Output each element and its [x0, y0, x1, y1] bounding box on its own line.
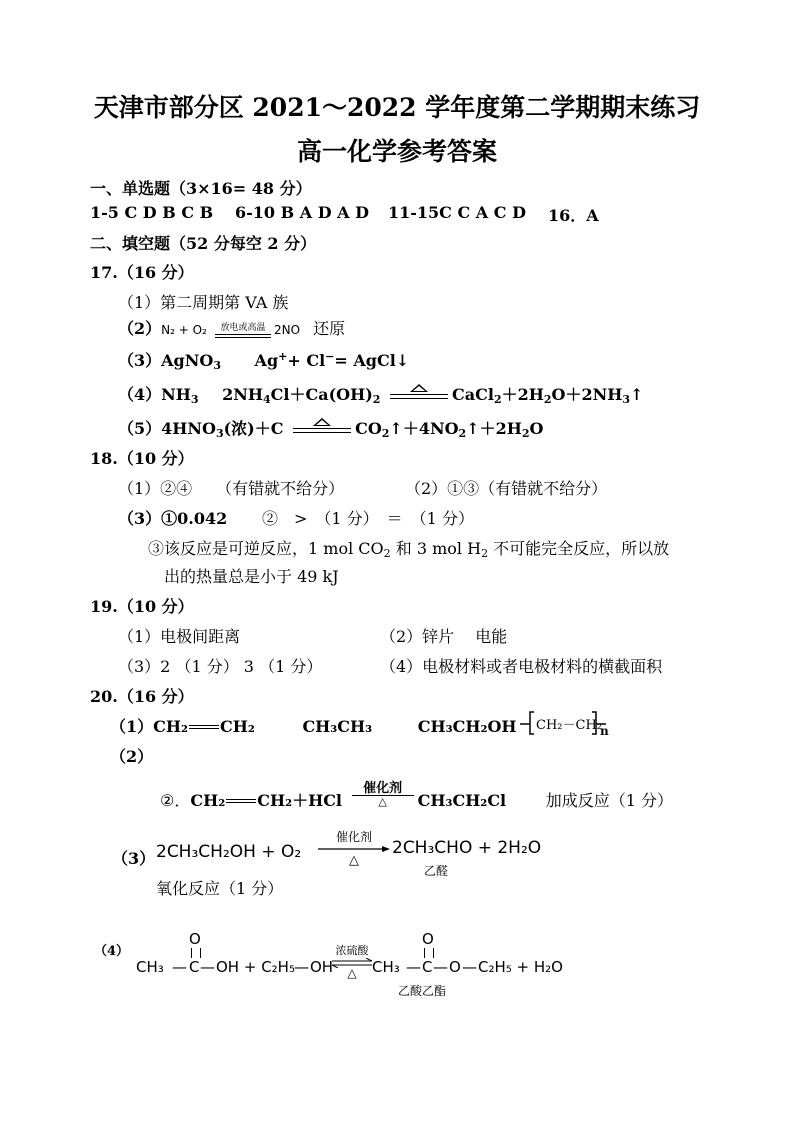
ethane: CH₃CH₃ — [302, 717, 373, 736]
q20-part4-reactant2: OH + C₂H₅ — [216, 958, 295, 976]
q17-part4 — [118, 382, 643, 406]
q17-part5 — [118, 416, 543, 440]
heat-equals-sign — [293, 418, 351, 433]
q18-part3-b: ② > （1 分） ＝ （1 分） — [262, 509, 474, 528]
q20-part3-index: （3） — [112, 849, 156, 868]
subscript: 4 — [263, 393, 271, 406]
double-bond-vertical — [424, 948, 434, 958]
double-bond — [189, 725, 219, 729]
q20-part4-heat: △ — [347, 966, 357, 980]
q17-part4-product3: O＋2NH — [551, 385, 623, 404]
superscript: − — [325, 350, 335, 363]
q20-part4-acetic-c: C — [189, 958, 200, 976]
answers-1-5: 1-5 C D B C B — [90, 203, 214, 222]
q17-part4-product: CaCl — [452, 385, 494, 404]
q20-part4-ester-o: O — [422, 930, 434, 948]
q20-part3-products: 2CH₃CHO + 2H₂O — [392, 838, 542, 858]
subscript: 2 — [481, 547, 489, 560]
polymer-unit: CH₂－CH₂ — [536, 718, 602, 733]
q20-part4-catalyst: 浓硫酸 — [335, 944, 369, 957]
polymer-n: n — [600, 724, 609, 738]
condition-equals-sign — [215, 322, 271, 338]
q20-part3-heat: △ — [349, 853, 359, 868]
q17-part5-product: CO — [355, 419, 382, 438]
q17-part5-product3: ↑＋2H — [466, 419, 522, 438]
answer-16: 16．A — [548, 206, 599, 225]
q20-part4-ester-ch3: CH₃ — [372, 958, 400, 976]
q18-heading: 18.（10 分） — [90, 449, 194, 468]
q17-part3-formula: AgNO — [161, 351, 214, 370]
heat-equals-sign — [390, 384, 448, 399]
q17-heading: 17.（16 分） — [90, 263, 194, 282]
q20-part2-index: （2） — [110, 747, 154, 766]
q19-part2: （2）锌片 电能 — [380, 627, 508, 646]
answers-11-15: 11-15C C A C D — [388, 203, 526, 222]
q18-part3-c2: 和 3 mol H — [395, 539, 482, 558]
q18-part3-c1: ③该反应是可逆反应，1 mol CO — [148, 539, 384, 558]
q19-part1: （1）电极间距离 — [118, 627, 241, 646]
q17-part2-condition: 放电或高温 — [220, 322, 266, 333]
subscript: 2 — [383, 547, 391, 560]
arrow-icon — [318, 845, 390, 853]
q20-part4-acetic-ch3: CH₃ — [136, 958, 164, 976]
double-bond — [226, 799, 256, 803]
q20-part2-ethylene: CH₂ — [190, 791, 226, 810]
subscript: 2 — [493, 393, 502, 406]
q17-part4-reactant2: Cl＋Ca(OH) — [270, 385, 373, 404]
superscript: + — [278, 350, 288, 363]
subscript: 2 — [458, 427, 467, 440]
q17-part3-product: = AgCl↓ — [334, 351, 410, 370]
dash: — — [406, 958, 421, 976]
q20-part2-catalyst: 催化剂 — [363, 781, 403, 796]
q17-part4-gas: NH — [161, 385, 191, 404]
q18-part1: （1）②④ （有错就不给分） — [118, 479, 345, 498]
q17-part2-answer: 还原 — [313, 319, 346, 338]
q20-part2-number: ②． — [160, 791, 191, 810]
q20-part3-acetaldehyde-label: 乙醛 — [424, 864, 449, 878]
ethanol: CH₃CH₂OH — [417, 717, 517, 736]
q20-part4-ethyl-acetate-label: 乙酸乙酯 — [398, 984, 447, 998]
subscript: 2 — [521, 427, 530, 440]
ethylene-right: CH₂ — [220, 717, 255, 736]
q20-part4-acetic-o: O — [189, 930, 201, 948]
q17-part3 — [118, 348, 409, 372]
subscript: 3 — [622, 393, 630, 406]
q20-part2-product: CH₃CH₂Cl — [417, 791, 507, 810]
subscript: 3 — [190, 393, 199, 406]
q17-part2-index: （2） — [118, 319, 162, 338]
q18-part3-a: （3）①0.042 — [118, 509, 228, 528]
subscript: 3 — [213, 359, 221, 372]
reaction-arrow — [318, 828, 390, 868]
q17-part3-ion-cl: + Cl — [287, 351, 326, 370]
q19-part4: （4）电极材料或者电极材料的横截面积 — [380, 657, 663, 676]
q17-part5-reactant2: (浓)＋C — [223, 419, 284, 438]
q17-part2 — [118, 316, 345, 339]
q19-heading: 19.（10 分） — [90, 597, 194, 616]
gas-arrow: ↑ — [630, 385, 644, 404]
q20-part3-type: 氧化反应（1 分） — [156, 879, 284, 898]
q20-part4-index: （4） — [94, 944, 130, 959]
q17-part4-index: （4） — [118, 385, 162, 404]
q17-part5-product4: O — [529, 419, 544, 438]
subscript: 2 — [372, 393, 381, 406]
page-subtitle: 高一化学参考答案 — [296, 137, 497, 166]
q17-part5-product2: ↑＋4NO — [389, 419, 459, 438]
q20-part4-ester-o2: O — [449, 958, 461, 976]
q17-part5-reactant: 4HNO — [161, 419, 216, 438]
subscript: 2 — [543, 393, 552, 406]
q20-part4-oh: OH — [310, 958, 334, 976]
subscript: 3 — [215, 427, 224, 440]
dash: — — [294, 958, 309, 976]
q20-part4-products: C₂H₅ + H₂O — [478, 958, 563, 976]
q20-part2-heat: △ — [378, 795, 387, 808]
q20-part3-catalyst: 催化剂 — [335, 830, 372, 844]
reversible-arrow — [332, 942, 372, 979]
q20-part2-type: 加成反应（1 分） — [545, 791, 673, 810]
q17-part4-reactant: 2NH — [222, 385, 263, 404]
ethylene-left: CH₂ — [153, 717, 188, 736]
q20-part1-index: （1） — [110, 717, 154, 736]
q17-part3-index: （3） — [118, 351, 162, 370]
section2-heading: 二、填空题（52 分每空 2 分） — [90, 234, 317, 253]
reaction-arrow — [352, 783, 414, 808]
q17-part4-product2: ＋2H — [501, 385, 544, 404]
dash: — — [200, 958, 215, 976]
q17-part2-reactants: N₂ + O₂ — [161, 323, 207, 337]
subscript: 2 — [381, 427, 390, 440]
double-bond-vertical — [191, 948, 201, 958]
page-title: 天津市部分区 2021～2022 学年度第二学期期末练习 — [93, 93, 701, 122]
q17-part3-ion-ag: Ag — [254, 351, 279, 370]
q20-part1 — [110, 714, 517, 737]
dash: — — [433, 958, 448, 976]
section1-heading: 一、单选题（3×16= 48 分） — [90, 179, 312, 198]
q19-part3: （3）2 （1 分） 3 （1 分） — [118, 657, 323, 676]
q20-part4-ester-c: C — [422, 958, 433, 976]
polyethylene — [520, 708, 610, 742]
q20-heading: 20.（16 分） — [90, 687, 194, 706]
dash: — — [462, 958, 477, 976]
q17-part5-index: （5） — [118, 419, 162, 438]
q18-part2: （2）①③（有错就不给分） — [405, 479, 608, 498]
dash: — — [172, 958, 187, 976]
q18-part3-d: 出的热量总是小于 49 kJ — [164, 567, 339, 586]
answers-6-10: 6-10 B A D A D — [235, 203, 369, 222]
q17-part2-product: 2NO — [273, 323, 301, 337]
q18-part3-c3: 不可能完全反应，所以放 — [493, 539, 670, 558]
q20-part2-reactant: CH₂＋HCl — [257, 791, 343, 810]
q18-part3-c — [148, 536, 669, 560]
q17-part1: （1）第二周期第 VA 族 — [118, 293, 289, 312]
q20-part2 — [160, 781, 673, 814]
q20-part3-reactants: 2CH₃CH₂OH + O₂ — [156, 842, 302, 862]
